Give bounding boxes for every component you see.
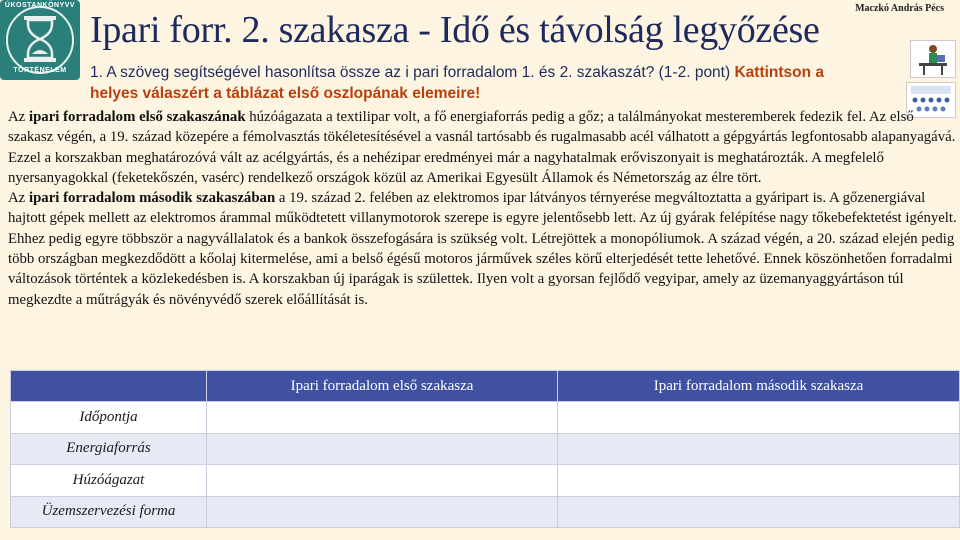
table-row (11, 465, 960, 496)
paragraph-second-stage: Az ipari forradalom második szakaszában a 19. század 2. felében az elektromos ipar látványos térnyerése megváltoztatta a gyáripart is. A gőzenergiával hajtott gépek mellett az elektromos árammal működtetett villanymotorok szerepe is egyre jelentősebb lett. Az új gyárak felépítése nagy tőkebefektetést igényelt. Ehhez pedig egyre többször a nagyvállalatok és a bankok összefogására is szükség volt. Létrejöttek a monopóliumok. A század végén, a 20. század elején pedig több országban megkezdődött a kőolaj kitermelése, ami a belső égésű motoros járművek széles körű elterjedését tette lehetővé. Ennek köszönhetően forradalmi változások történtek a közlekedésben is. A korszakban új iparágak is születtek. Ilyen volt a gyorsan fejlődő vegyipar, amely az üzemanyaggyártáson túl megkezdte a műtrágyák és növényvédő szerek előállítását is. (8, 190, 957, 308)
table-row (11, 402, 960, 433)
logo-bottom-text: TÖRTÉNELEM (13, 67, 67, 74)
answer-cell-second (558, 465, 960, 496)
table-header-row (11, 371, 960, 402)
table-header-second-stage: Ipari forradalom második szakasza (558, 371, 960, 402)
table-row (11, 433, 960, 464)
hourglass-icon (22, 14, 58, 64)
answer-cell-second (558, 402, 960, 433)
comparison-table (10, 370, 960, 528)
answer-cell-first (207, 465, 558, 496)
page-title: Ipari forr. 2. szakasza - Idő és távolság legyőzése (90, 9, 820, 51)
person-at-desk-icon[interactable] (910, 40, 956, 78)
row-label-idopontja[interactable]: Időpontja (11, 402, 207, 433)
task-question (90, 62, 850, 104)
answer-cell-first (207, 402, 558, 433)
answer-cell-second (558, 496, 960, 527)
textbook-logo (0, 0, 80, 80)
paragraph-first-stage: Az ipari forradalom első szakaszának húzóágazata a textilipar volt, a fő energiaforrás pedig a gőz; a találmányokat mesteremberek fedezik fel. Az első szakasz végén, a 19. század közepére a fémolvasztás tökéletesítésével a vasnál tartósabb és rugalmasabb acél válhatott a gépgyártás legfontosabb alapanyagává. Ezzel a korszakban meghatározóvá vált az acélgyártás, és a nehézipar eredményei már a nagyhatalmak erőviszonyait is meghatározták. A megfelelő nyersanyagokkal (feketekőszén, vasérc) rendelkező országok közül az Amerikai Egyesült Államok és Németország az élre tört. (8, 109, 956, 186)
row-label-energiaforras[interactable]: Energiaforrás (11, 433, 207, 464)
source-text (8, 107, 958, 310)
term-second-stage: ipari forradalom második szakaszában (28, 190, 276, 207)
row-label-huzoagazat[interactable]: Húzóágazat (11, 465, 207, 496)
question-text: 1. A szöveg segítségével hasonlítsa össze az i pari forradalom 1. és 2. szakaszát? (1-2. pont) (90, 64, 735, 81)
author-credit: Maczkó András Pécs (855, 3, 944, 14)
table-header-first-stage: Ipari forradalom első szakasza (207, 371, 558, 402)
answer-cell-first (207, 433, 558, 464)
term-first-stage: ipari forradalom első szakaszának (28, 109, 246, 125)
answer-cell-first (207, 496, 558, 527)
table-header-corner (11, 371, 207, 402)
logo-top-text: ÚKOSTANKÖNYVV (4, 2, 76, 9)
question-instruction: Kattintson a helyes válaszért a táblázat első oszlopának elemeire! (90, 64, 825, 102)
table-row (11, 496, 960, 527)
row-label-uzemszervezesi-forma[interactable]: Üzemszervezési forma (11, 496, 207, 527)
answer-cell-second (558, 433, 960, 464)
